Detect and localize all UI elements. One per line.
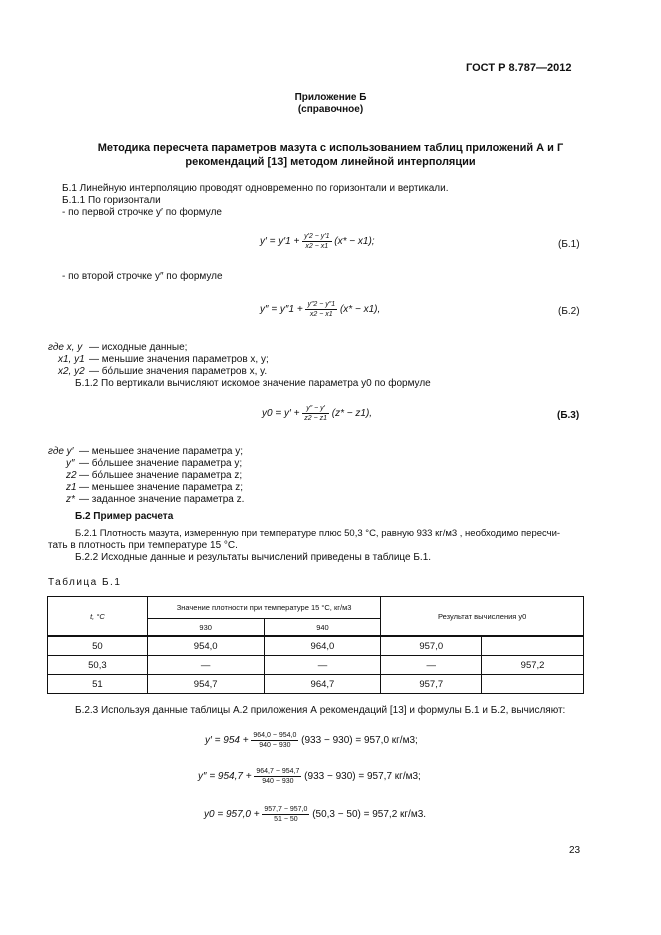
formula-b3-lhs: y0 = y′ +	[262, 408, 300, 420]
table-b1	[47, 596, 584, 694]
paragraph-b1: Б.1 Линейную интерполяцию проводят одновременно по горизонтали и вертикали.	[62, 183, 449, 194]
legend-1-symbol: где x, y	[48, 342, 83, 353]
table-cell	[482, 675, 584, 694]
formula-b1-denominator: x2 − x1	[305, 243, 329, 250]
table-cell: 50,3	[48, 656, 148, 675]
legend-2-symbol: z2	[66, 470, 77, 481]
formula-b2-lhs: y″ = y″1 +	[260, 304, 303, 316]
calc-2-tail: (933 − 930) = 957,7 кг/м3;	[304, 771, 421, 783]
table-cell: —	[381, 656, 482, 675]
formula-b3-denominator: z2 − z1	[304, 415, 327, 422]
table-cell: 50	[48, 636, 148, 656]
page-number: 23	[569, 845, 581, 856]
legend-2-text: — меньшее значение параметра y;	[79, 446, 244, 457]
legend-2-text: — бо́льшее значение параметра y;	[79, 458, 243, 469]
table-row	[48, 656, 584, 675]
table-cell: 954,0	[147, 636, 264, 656]
formula-b3-numerator: y″ − y′	[302, 404, 329, 414]
calc-2-lhs: y″ = 954,7 +	[198, 771, 252, 783]
formula-b1-lhs: y′ = y′1 +	[260, 236, 300, 248]
paragraph-b12: Б.1.2 По вертикали вычисляют искомое значение параметра y0 по формуле	[75, 378, 431, 389]
table-caption: Таблица Б.1	[48, 577, 122, 588]
paragraph-b22: Б.2.2 Исходные данные и результаты вычислений приведены в таблице Б.1.	[75, 552, 432, 563]
calc-1-numerator: 964,0 − 954,0	[253, 732, 297, 739]
section-b2-title: Б.2 Пример расчета	[75, 511, 174, 522]
table-cell: 964,0	[264, 636, 381, 656]
standard-number: ГОСТ Р 8.787—2012	[466, 62, 572, 74]
formula-b3	[262, 404, 372, 423]
calc-2-denominator: 940 − 930	[262, 778, 294, 785]
table-cell: 957,2	[482, 656, 584, 675]
calc-1-denominator: 940 − 930	[259, 742, 291, 749]
formula-b1-tail: (x* − x1);	[334, 236, 375, 248]
col-header-result: Результат вычисления y0	[381, 597, 584, 637]
legend-1-text: — бо́льшие значения параметров x, y.	[89, 366, 268, 377]
calc-3-tail: (50,3 − 50) = 957,2 кг/м3.	[312, 809, 427, 821]
calc-y-double-prime	[198, 767, 421, 786]
calc-3-numerator: 957,7 − 957,0	[264, 806, 308, 813]
paragraph-first-row: - по первой строчке y′ по формуле	[62, 207, 222, 218]
legend-2-symbol: y″	[66, 458, 75, 469]
calc-2-numerator: 964,7 − 954,7	[256, 768, 300, 775]
legend-2-symbol: z1	[66, 482, 77, 493]
legend-2-text: — бо́льшее значение параметра z;	[79, 470, 243, 481]
calc-3-lhs: y0 = 957,0 +	[204, 809, 260, 821]
table-cell	[482, 636, 584, 656]
formula-b2-label: (Б.2)	[558, 306, 580, 317]
legend-1-symbol: x1, y1	[58, 354, 85, 365]
section-heading-line1: Методика пересчета параметров мазута с использованием таблиц приложений А и Г	[97, 142, 564, 154]
calc-3-denominator: 51 − 50	[274, 816, 298, 823]
formula-b3-label: (Б.3)	[557, 410, 580, 421]
section-heading-line2: рекомендаций [13] методом линейной интерполяции	[185, 156, 476, 168]
calc-y-prime	[205, 731, 418, 750]
legend-2-symbol: где y′	[48, 446, 74, 457]
table-cell: 954,7	[147, 675, 264, 694]
table-cell: —	[147, 656, 264, 675]
col-subheader-930: 930	[147, 619, 264, 637]
formula-b2-numerator: y″2 − y″1	[307, 301, 336, 308]
appendix-subtitle: (справочное)	[297, 104, 364, 115]
formula-b2-denominator: x2 − x1	[309, 311, 333, 318]
col-header-t: t, °С	[48, 597, 148, 637]
formula-b3-tail: (z* − z1),	[331, 408, 373, 420]
table-cell: 957,7	[381, 675, 482, 694]
calc-1-tail: (933 − 930) = 957,0 кг/м3;	[301, 735, 418, 747]
table-row	[48, 636, 584, 656]
legend-1-symbol: x2, y2	[58, 366, 85, 377]
table-cell: —	[264, 656, 381, 675]
formula-b2-tail: (x* − x1),	[339, 304, 381, 316]
col-subheader-940: 940	[264, 619, 381, 637]
col-header-density: Значение плотности при температуре 15 °С, кг/м3	[147, 597, 381, 619]
legend-2-text: — меньшее значение параметра z;	[79, 482, 244, 493]
paragraph-b23: Б.2.3 Используя данные таблицы А.2 приложения А рекомендаций [13] и формулы Б.1 и Б.2, вычисляют:	[75, 705, 566, 716]
legend-2-text: — заданное значение параметра z.	[79, 494, 245, 505]
table-cell: 957,0	[381, 636, 482, 656]
calc-1-lhs: y′ = 954 +	[205, 735, 249, 747]
table-cell: 964,7	[264, 675, 381, 694]
legend-1-text: — меньшие значения параметров x, y;	[89, 354, 269, 365]
paragraph-b21-line2: тать в плотность при температуре 15 °С.	[48, 540, 238, 551]
formula-b1-label: (Б.1)	[558, 239, 580, 250]
appendix-title: Приложение Б	[294, 92, 367, 103]
formula-b2	[260, 300, 380, 319]
legend-2-symbol: z*	[66, 494, 75, 505]
table-row	[48, 675, 584, 694]
paragraph-second-row: - по второй строчке y″ по формуле	[62, 271, 223, 282]
table-cell: 51	[48, 675, 148, 694]
formula-b1	[260, 232, 375, 251]
paragraph-b11: Б.1.1 По горизонтали	[62, 195, 161, 206]
calc-y0	[204, 805, 426, 824]
legend-1-text: — исходные данные;	[89, 342, 188, 353]
formula-b1-numerator: y′2 − y′1	[304, 233, 330, 240]
paragraph-b21-line1: Б.2.1 Плотность мазута, измеренную при температуре плюс 50,3 °С, равную 933 кг/м3 , необходимо пересчи-	[75, 528, 561, 539]
